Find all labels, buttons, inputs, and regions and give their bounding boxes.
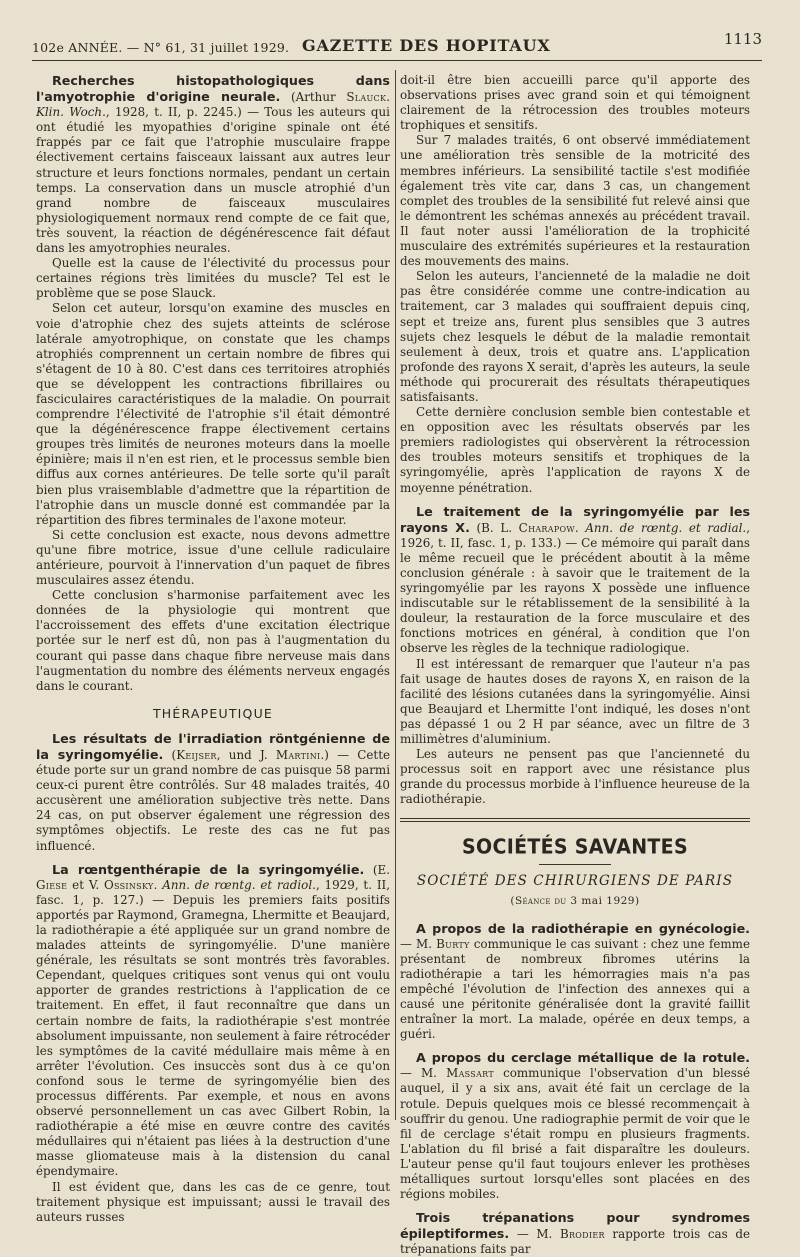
author-name: Massart (446, 1066, 494, 1081)
author-name: Ossinsky (103, 877, 154, 892)
author-name: Keijser (176, 747, 217, 762)
journal-name: Ann. de rœntg. et radial. (585, 520, 747, 535)
article-amyotrophie: Recherches histopathologiques dans l'amyotrophie d'origine neurale. (Arthur Slauck. Klin. Woch., 1928, t. II, p. 2245.) — Tous les auteurs qui ont étudié les myopathies d'origine spinale ont été frappés par ce fait que l'atrophie musculaire frappe électivement certains faisceaux laissant aux autres leur structure et leurs fonctions normales, pendant un certain temps. La conservation dans un muscle atrophié d'un grand nombre de faisceaux musculaires physiologiquement normaux rend compte de ce fait que, très souvent, la réaction de dégénérescence fait défaut dans les amyotrophies neurales. (36, 73, 391, 256)
article-traitement-rayons-x: Le traitement de la syringomyélie par les rayons X. (B. L. Charapow. Ann. de rœntg. et radial., 1926, t. II, fasc. 1, p. 133.) — Ce mémoire qui paraît dans le même recueil que le précédent aboutit à la même conclusion générale : à savoir que le traitement de la syringomyélie par les rayons X possède une influence indiscutable sur le rétablissement de la sensibilité à la douleur, la restauration de la force musculaire et des fonctions motrices en général, à condition que l'on observe les règles de la technique radiologique. (400, 503, 750, 656)
paragraph: doit-il être bien accueilli parce qu'il apporte des observations prises avec grand soin et qui témoignent clairement de la rétrocession des troubles moteurs trophiques et sensitifs. (400, 73, 750, 133)
article-title: Trois trépanations pour syndromes épileptiformes. (400, 1210, 750, 1242)
issue-line: 102e ANNÉE. — N° 61, 31 juillet 1929. (32, 40, 290, 55)
author-name: Slauck (346, 90, 387, 105)
article-title: A propos de la radiothérapie en gynécologie. (416, 920, 750, 936)
paragraph: Cette dernière conclusion semble bien contestable et en opposition avec les résultats observés par les premiers radiologistes qui observèrent la rétrocession des troubles moteurs sensitifs et trophiques de la syringomyélie, après l'application de rayons X de moyenne pénétration. (400, 405, 750, 495)
author-name: Burty (436, 936, 470, 951)
paragraph: Selon cet auteur, lorsqu'on examine des muscles en voie d'atrophie chez des sujets atteints de sclérose latérale amyotrophique, on constate que les champs atrophiés comprennent un certain nombre de fibres qui s'étagent de 10 à 80. C'est dans ces territoires atrophiés que se développent les contractions fibrillaires ou fasciculaires caractéristiques de la maladie. On pourrait comprendre l'électivité de l'atrophie s'il était démontré que la dégénérescence frappe électivement certains groupes très limités de neurones moteurs dans la moelle épinière; mais il n'en est rien, et le processus semble bien diffus aux cornes antérieures. De telle sorte qu'il paraît bien plus vraisemblable d'admettre que la répartition de l'atrophie dans un muscle donné est commandée par la répartition des fibres terminales de l'axone moteur. (36, 301, 390, 527)
right-column (400, 73, 751, 1257)
author-name: Giese (36, 877, 68, 892)
author-name: Charapow (518, 520, 575, 535)
left-column (36, 73, 391, 1224)
report-gynecologie: A propos de la radiothérapie en gynécologie. — M. Burty communique le cas suivant : chez une femme présentant de nombreux fibromes utérins la radiothérapie a tari les hémorragies mais n'a pas empêché l'évolution de l'infection des annexes qui a causé une péritonite généralisée dont la gravité faillit entraîner la mort. La malade, opérée en deux temps, a guéri. (400, 920, 750, 1042)
article-title: Le traitement de la syringomyélie par les rayons X. (400, 503, 750, 535)
article-irradiation: Les résultats de l'irradiation röntgénienne de la syringomyélie. (Keijser, und J. Martini.) — Cette étude porte sur un grand nombre de cas puisque 58 parmi ceux-ci purent être contrôlés. Sur 48 malades traités, 40 accusèrent une amélioration subjective très nette. Dans 24 cas, on put observer également une régression des symptômes objectifs. Le reste des cas ne fut pas influencé. (36, 730, 391, 853)
paragraph: Si cette conclusion est exacte, nous devons admettre qu'une fibre motrice, issue d'une cellule radiculaire antérieure, pourvoit à l'innervation d'un paquet de fibres musculaires assez étendu. (36, 527, 390, 588)
report-trepanations: Trois trépanations pour syndromes épileptiformes. — M. Brodier rapporte trois cas de trépanations faits par (400, 1210, 750, 1257)
paragraph: Il est intéressant de remarquer que l'auteur n'a pas fait usage de hautes doses de rayons X, en raison de la facilité des lésions cutanées dans la syringomyélie. Ainsi que Beaujard et Lhermitte l'ont indiqué, les doses n'ont pas dépassé 1 ou 2 H par séance, avec un filtre de 3 millimètres d'aluminium. (400, 656, 750, 747)
paragraph: Selon les auteurs, l'ancienneté de la maladie ne doit pas être considérée comme une contre-indication au traitement, car 3 malades qui souffraient depuis cinq, sept et treize ans, furent plus sensibles que 3 autres sujets chez lesquels le début de la maladie remontait seulement à deux, trois et quatre ans. L'application profonde des rayons X serait, d'après les auteurs, la seule méthode qui procurerait des résultats thérapeutiques satisfaisants. (400, 269, 750, 404)
paragraph: Cette conclusion s'harmonise parfaitement avec les données de la physiologie qui montrent que l'accroissement des effets d'une excitation électrique portée sur le nerf est dû, non pas à l'augmentation du courant qui passe dans chaque fibre nerveuse mais dans l'augmentation du nombre des éléments nerveux engagés dans le courant. (36, 588, 390, 693)
short-divider (539, 864, 611, 865)
page-header (32, 28, 762, 61)
paragraph: Quelle est la cause de l'électivité du processus pour certaines régions très limitées du muscle? Tel est le problème que se pose Slauck. (36, 256, 390, 301)
author-name: Brodier (559, 1227, 605, 1242)
article-title: Les résultats de l'irradiation röntgénienne de la syringomyélie. (36, 730, 390, 762)
author-name: Martini (275, 747, 321, 762)
article-title: A propos du cerclage métallique de la rotule. (416, 1050, 750, 1066)
journal-name: Klin. Woch. (36, 105, 106, 120)
paragraph: Les auteurs ne pensent pas que l'ancienneté du processus soit en rapport avec une résistance plus grande du processus morbide à l'influence heureuse de la radiothérapie. (400, 747, 750, 807)
section-heading-therapeutique: THÉRAPEUTIQUE (152, 705, 274, 721)
report-cerclage-rotule: A propos du cerclage métallique de la rotule. — M. Massart communique l'observation d'un blessé auquel, il y a six ans, avait été fait un cerclage de la rotule. Depuis quelques mois ce blessé recommençait à souffrir du genou. Une radiographie permit de voir que le fil de cerclage s'était rompu en plusieurs fragments. L'ablation du fil brisé a fait disparaître les douleurs. L'auteur pense qu'il faut toujours enlever les prothèses métalliques surtout lorsqu'elles sont placées en des régions mobiles. (400, 1050, 751, 1202)
article-roentgentherapie: La rœntgenthérapie de la syringomyélie. (E. Giese et V. Ossinsky. Ann. de rœntg. et radiol., 1929, t. II, fasc. 1, p. 127.) — Depuis les premiers faits positifs apportés par Raymond, Gramegna, Lhermitte et Beaujard, la radiothérapie a été appliquée sur un grand nombre de malades atteints de syringomyélie. D'une manière générale, les résultats se sont montrés très favorables. Cependant, quelques critiques sont venus qui ont voulu apporter de grandes restrictions à l'application de ce traitement. En effet, il faut reconnaître que dans un certain nombre de faits, la radiothérapie s'est montrée absolument impuissante, non seulement à faire rétrocéder les symptômes de la cavité médullaire mais même à en arrêter l'évolution. Ces insuccès sont dus à ce qu'on confond sous le terme de syringomyélie bien des processus différents. Par exemple, et nous en avons observé personnellement un cas avec Gilbert Robin, la radiothérapie a été mise en œuvre contre des cavités médullaires qui n'étaient pas liées à la destruction d'une masse gliomateuse mais à la distension du canal épendymaire. (36, 861, 390, 1179)
society-name: SOCIÉTÉ DES CHIRURGIENS DE PARIS (416, 872, 734, 889)
article-title: La rœntgenthérapie de la syringomyélie. (52, 861, 365, 877)
session-date: (Séance du 3 mai 1929) (510, 894, 640, 907)
section-heading-societes-savantes: SOCIÉTÉS SAVANTES (462, 834, 688, 859)
paragraph: Sur 7 malades traités, 6 ont observé immédiatement une amélioration très sensible de la motricité des membres inférieurs. La sensibilité tactile s'est modifiée également très vite car, dans 3 cas, un changement complet des troubles de la sensibilité fut relevé ainsi que le démontrent les schémas annexés au précédent travail. Il faut noter aussi l'amélioration de la trophicité musculaire des extrémités supérieures et la restauration des mouvements des mains. (400, 133, 750, 269)
newspaper-title: GAZETTE DES HOPITAUX (302, 36, 551, 55)
column-divider (395, 70, 396, 1120)
section-divider (400, 818, 750, 822)
page-number: 1113 (723, 30, 762, 48)
article-title: Recherches histopathologiques dans l'amyotrophie d'origine neurale. (36, 73, 390, 105)
journal-name: Ann. de rœntg. et radiol. (162, 877, 316, 892)
paragraph: Il est évident que, dans les cas de ce genre, tout traitement physique est impuissant; aussi le travail des auteurs russes (36, 1179, 390, 1224)
